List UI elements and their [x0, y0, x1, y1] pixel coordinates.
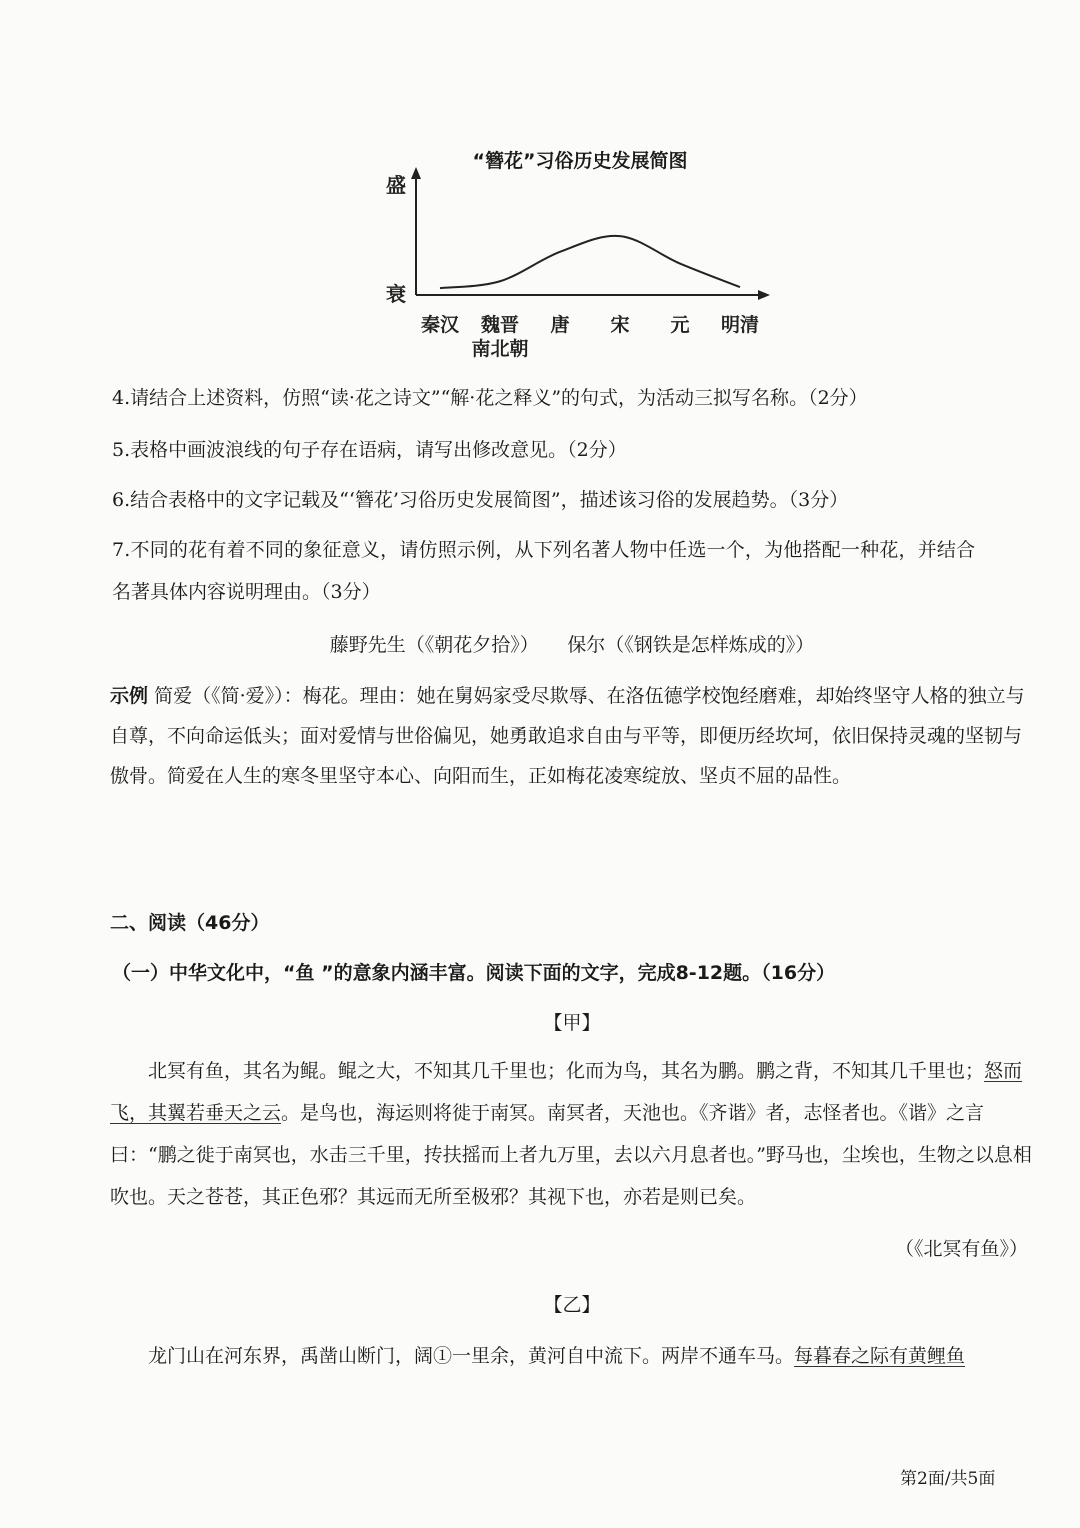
section-heading: 二、阅读（46分） — [110, 912, 270, 934]
y-label-bottom: 衰 — [386, 282, 406, 306]
jia-label: 【甲】 — [543, 1012, 601, 1034]
y-axis-arrow — [411, 167, 421, 179]
jia-passage — [110, 1050, 1034, 1218]
yi-passage — [110, 1336, 1034, 1376]
trend-line — [440, 236, 740, 288]
x-tick-label: 魏晋 — [480, 314, 520, 336]
page-number: 第2面/共5面 — [900, 1469, 996, 1489]
x-tick-label-line2: 南北朝 — [471, 338, 529, 360]
yi-text-a: 龙门山在河东界，禹凿山断门，阔①一里余，黄河自中流下。两岸不通车马。 — [148, 1345, 795, 1367]
jia-text-b: 。是鸟也，海运则将徙于南冥。南冥者，天池也。《齐谐》者，志怪者也。《谐》之言曰：“鹏之徙于南冥也，水击三千里，抟扶摇而上者九万里，去以六月息者也。”野马也，尘埃也，生物之以息相吹也。天之苍苍，其正色邪？其远而无所至极邪？其视下也，亦若是则已矣。 — [110, 1102, 1032, 1208]
yi-underlined-sentence: 每暮春之际有黄鲤鱼 — [794, 1345, 966, 1367]
part-1-heading: （一）中华文化中，“鱼 ”的意象内涵丰富。阅读下面的文字，完成8-12题。（16分） — [112, 962, 836, 984]
chart-title: “簪花”习俗历史发展简图 — [472, 150, 688, 172]
question-6: 6.结合表格中的文字记载及“‘簪花’习俗历史发展简图”，描述该习俗的发展趋势。（3分） — [112, 489, 849, 511]
x-tick-label: 宋 — [610, 314, 630, 336]
jia-underlined-sentence: 怒而飞，其翼若垂天之云 — [110, 1060, 1023, 1124]
x-labels — [421, 313, 759, 360]
x-tick-label: 明清 — [720, 314, 760, 336]
yi-label: 【乙】 — [543, 1294, 601, 1316]
example-block — [110, 676, 1034, 796]
example-label: 示例 — [110, 685, 149, 707]
character-options: 藤野先生（《朝花夕拾》） 保尔（《钢铁是怎样炼成的》） — [329, 634, 815, 656]
y-label-top: 盛 — [386, 173, 406, 197]
chart — [380, 165, 780, 365]
question-5: 5.表格中画波浪线的句子存在语病，请写出修改意见。（2分） — [112, 439, 627, 461]
example-text: 简爱（《简·爱》）：梅花。理由：她在舅妈家受尽欺辱、在洛伍德学校饱经磨难，却始终坚守人格的独立与自尊，不向命运低头；面对爱情与世俗偏见，她勇敢追求自由与平等，即便历经坎坷，依旧保持灵魂的坚韧与傲骨。简爱在人生的寒冬里坚守本心、向阳而生，正如梅花凌寒绽放、坚贞不屈的品性。 — [110, 685, 1025, 787]
x-tick-label: 元 — [670, 314, 690, 336]
question-7-line1: 7.不同的花有着不同的象征意义，请仿照示例，从下列名著人物中任选一个，为他搭配一种花，并结合 — [112, 539, 976, 561]
x-tick-label: 秦汉 — [420, 314, 460, 336]
jia-source: （《北冥有鱼》） — [894, 1238, 1028, 1260]
question-7-line2: 名著具体内容说明理由。（3分） — [112, 581, 381, 603]
jia-text-a: 北冥有鱼，其名为鲲。鲲之大，不知其几千里也；化而为鸟，其名为鹏。鹏之背，不知其几千里也； — [148, 1060, 985, 1082]
question-4: 4.请结合上述资料，仿照“读·花之诗文”“解·花之释义”的句式，为活动三拟写名称。（2分） — [112, 387, 868, 409]
x-tick-label: 唐 — [550, 314, 570, 336]
x-axis-arrow — [758, 290, 770, 300]
